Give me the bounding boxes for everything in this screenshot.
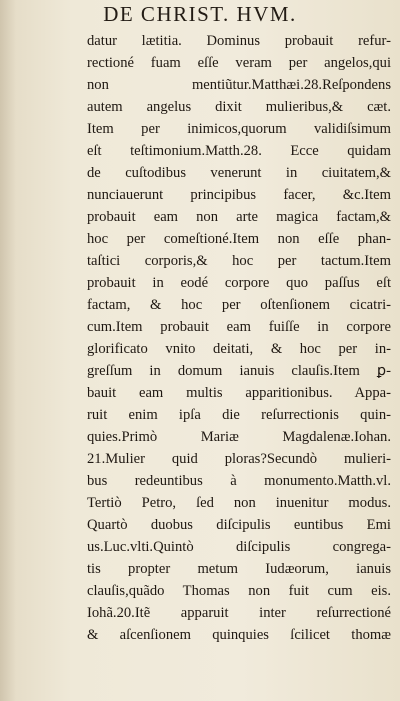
- text-line: us.Luc.vlti.Quintò diſcipulis congrega-: [87, 539, 391, 555]
- text-line: eſt teſtimonium.Matth.28. Ecce quidam: [87, 143, 391, 159]
- text-line: non mentiũtur.Matthæi.28.Reſpondens: [87, 77, 391, 93]
- text-line: clauſis,quãdo Thomas non fuit cum eis.: [87, 583, 391, 599]
- text-line: nunciauerunt principibus facer, &c.Item: [87, 187, 391, 203]
- text-line: & aſcenſionem quinquies ſcilicet thomæ: [87, 627, 391, 643]
- text-line: Item per inimicos,quorum validiſsimum: [87, 121, 391, 137]
- text-line: taſtici corporis,& hoc per tactum.Item: [87, 253, 391, 269]
- text-line: Quartò duobus diſcipulis euntibus Emi: [87, 517, 391, 533]
- text-line: Tertiò Petro, ſed non inuenitur modus.: [87, 495, 391, 511]
- text-line: datur lætitia. Dominus probauit refur-: [87, 33, 391, 49]
- text-line: bus redeuntibus à monumento.Matth.vl.: [87, 473, 391, 489]
- body-text: [87, 30, 391, 646]
- text-line: factam, & hoc per oſtenſionem cicatri-: [87, 297, 391, 313]
- text-line: bauit eam multis apparitionibus. Appa-: [87, 385, 391, 401]
- text-line: autem angelus dixit mulieribus,& cæt.: [87, 99, 391, 115]
- text-line: de cuſtodibus venerunt in ciuitatem,&: [87, 165, 391, 181]
- text-line: probauit in eodé corpore quo paſſus eſt: [87, 275, 391, 291]
- text-line: ruit enim ipſa die reſurrectionis quin-: [87, 407, 391, 423]
- text-line: Iohã.20.Itẽ apparuit inter reſurrectioné: [87, 605, 391, 621]
- text-line: rectioné fuam eſſe veram per angelos,qui: [87, 55, 391, 71]
- text-line: 21.Mulier quid ploras?Secundò mulieri-: [87, 451, 391, 467]
- text-line: tis propter metum Iudæorum, ianuis: [87, 561, 391, 577]
- page-gutter-shadow: [0, 0, 16, 701]
- text-line: hoc per comeſtioné.Item non eſſe phan-: [87, 231, 391, 247]
- text-line: greſſum in domum ianuis clauſis.Item ꝑ-: [87, 363, 391, 379]
- text-line: cum.Item probauit eam fuiſſe in corpore: [87, 319, 391, 335]
- text-line: glorificato vnito deitati, & hoc per in-: [87, 341, 391, 357]
- text-line: probauit eam non arte magica factam,&: [87, 209, 391, 225]
- text-line: quies.Primò Mariæ Magdalenæ.Iohan.: [87, 429, 391, 445]
- running-head: DE CHRIST. HVM.: [103, 2, 297, 26]
